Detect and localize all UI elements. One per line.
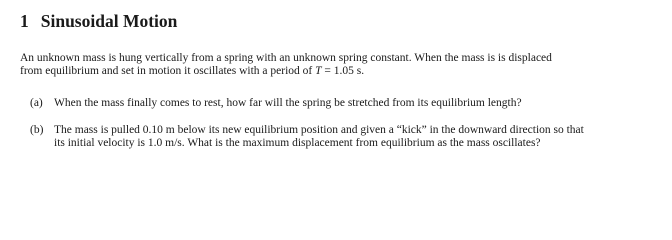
problem-statement-line-1: An unknown mass is hung vertically from a spring with an unknown spring constant. When the mass is is displaced xyxy=(20,52,552,64)
section-heading xyxy=(20,10,177,32)
question-b-line-1: The mass is pulled 0.10 m below its new equilibrium position and given a “kick” in the downward direction so that xyxy=(54,124,584,136)
period-value: = 1.05 s. xyxy=(321,65,365,77)
problem-statement-line-2 xyxy=(20,65,660,78)
question-a xyxy=(30,97,662,110)
question-list xyxy=(30,97,662,150)
question-b-line-2: its initial velocity is 1.0 m/s. What is the maximum displacement from equilibrium as the mass oscillates? xyxy=(54,137,541,149)
question-b-marker: (b) xyxy=(30,124,44,136)
question-b xyxy=(30,124,662,150)
problem-statement xyxy=(20,52,660,78)
question-a-line-1: When the mass finally comes to rest, how far will the spring be stretched from its equilibrium length? xyxy=(54,97,522,109)
section-number: 1 xyxy=(20,11,29,31)
problem-statement-text: from equilibrium and set in motion it oscillates with a period of xyxy=(20,65,316,77)
section-title: Sinusoidal Motion xyxy=(40,11,178,31)
period-symbol: T xyxy=(315,65,322,77)
question-a-marker: (a) xyxy=(30,97,43,109)
